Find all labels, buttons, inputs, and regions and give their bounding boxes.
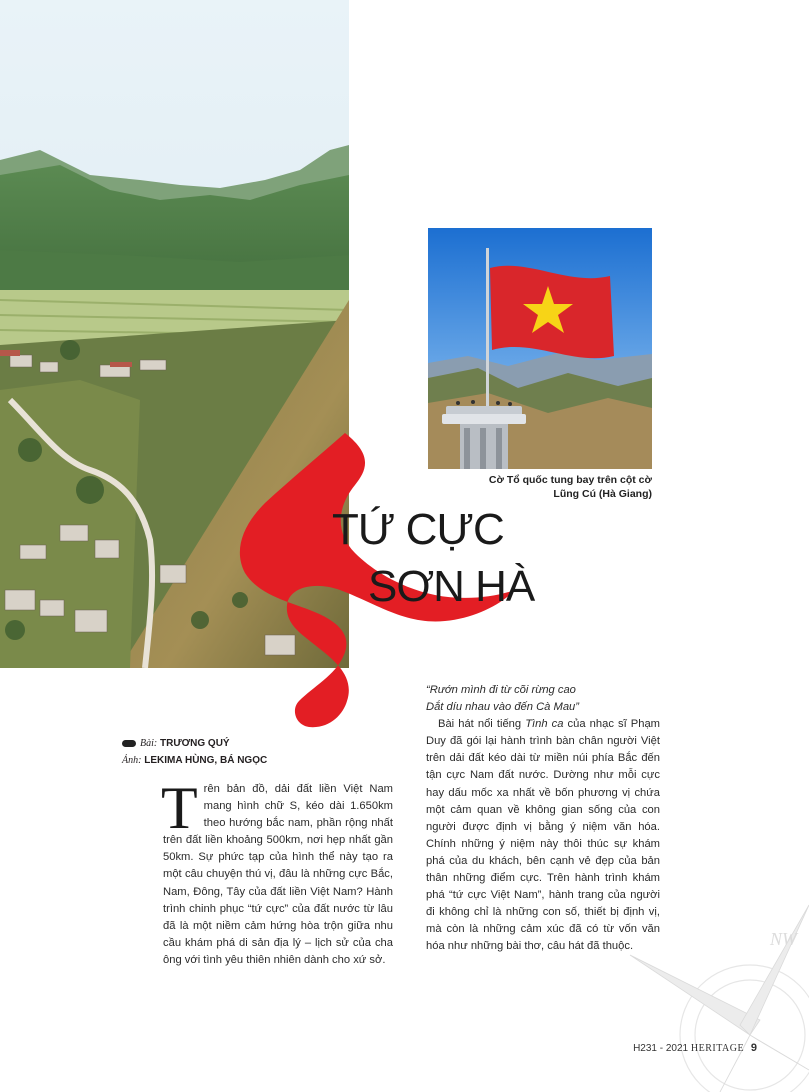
photographer-line: [122, 752, 322, 769]
author-name: TRƯƠNG QUÝ: [160, 738, 230, 749]
photographer-label: Ảnh:: [122, 755, 142, 766]
para2-start: Bài hát nổi tiếng: [438, 718, 526, 731]
caption-line-2: Lũng Cú (Hà Giang): [553, 488, 652, 500]
drop-cap: T: [161, 775, 198, 841]
quote-line-2: Dắt díu nhau vào đến Cà Mau”: [426, 701, 579, 714]
title-line-2: SƠN HÀ: [368, 562, 535, 611]
song-quote: [426, 682, 660, 716]
page-footer: [633, 1042, 757, 1054]
para2-rest: của nhạc sĩ Phạm Duy đã gói lại hành trình bàn chân người Việt trên dải đất kéo dài từ miền núi phía Bắc đến tận cực Nam đất nước. Dường như mỗi cực hay dấu mốc xa nhất về bốn phương vị chứa một cảm quan về không gian sống của con người được định vị bằng ý niệm văn hóa. Chính những ý niệm này thôi thúc sự khám phá của du khách, bên cạnh vẻ đẹp của bản thân những điểm cực. Trên hành trình khám phá “tứ cực Việt Nam”, hành trang của người đi không chỉ là những con số, thiết bị định vị, mà còn là những cảm xúc đã có từ vốn văn hóa như những bài thơ, câu hát đã thuộc.: [426, 718, 660, 953]
article-column-left: [161, 775, 393, 969]
song-title: Tình ca: [525, 718, 564, 731]
intro-paragraph: [161, 775, 393, 969]
page-number: 9: [750, 1042, 757, 1054]
issue-number: H231 - 2021: [633, 1043, 689, 1054]
title-line-1: TỨ CỰC: [332, 505, 504, 554]
intro-paragraph-text: rên bản đồ, dải đất liền Việt Nam mang hình chữ S, kéo dài 1.650km theo hướng bắc nam, phần rộng nhất trên đất liền khoảng 500km, nơi hẹp nhất gần 50km. Sự phức tạp của hình thể này tạo ra một câu chuyện thú vị, đâu là những cực Bắc, Nam, Đông, Tây của đất liền Việt Nam? Hành trình chinh phục “tứ cực” của đất nước từ lâu đã là một niềm cảm hứng hòa trộn giữa nhu cầu khám phá di sản địa lý – lịch sử của cha ông với tình yêu thiên nhiên dành cho xứ sở.: [163, 783, 393, 966]
quote-line-1: “Rướn mình đi từ cõi rừng cao: [426, 684, 576, 696]
caption-line-1: Cờ Tổ quốc tung bay trên cột cờ: [488, 474, 652, 486]
author-label: Bài:: [140, 738, 158, 749]
author-line: [122, 735, 322, 752]
photographer-name: LEKIMA HÙNG, BÁ NGỌC: [144, 755, 268, 766]
compass-rose-watermark: [600, 895, 809, 1092]
compass-label: NW: [770, 929, 797, 949]
byline: [122, 735, 322, 769]
pen-marker-icon: [122, 740, 136, 747]
magazine-name: HERITAGE: [690, 1043, 745, 1054]
